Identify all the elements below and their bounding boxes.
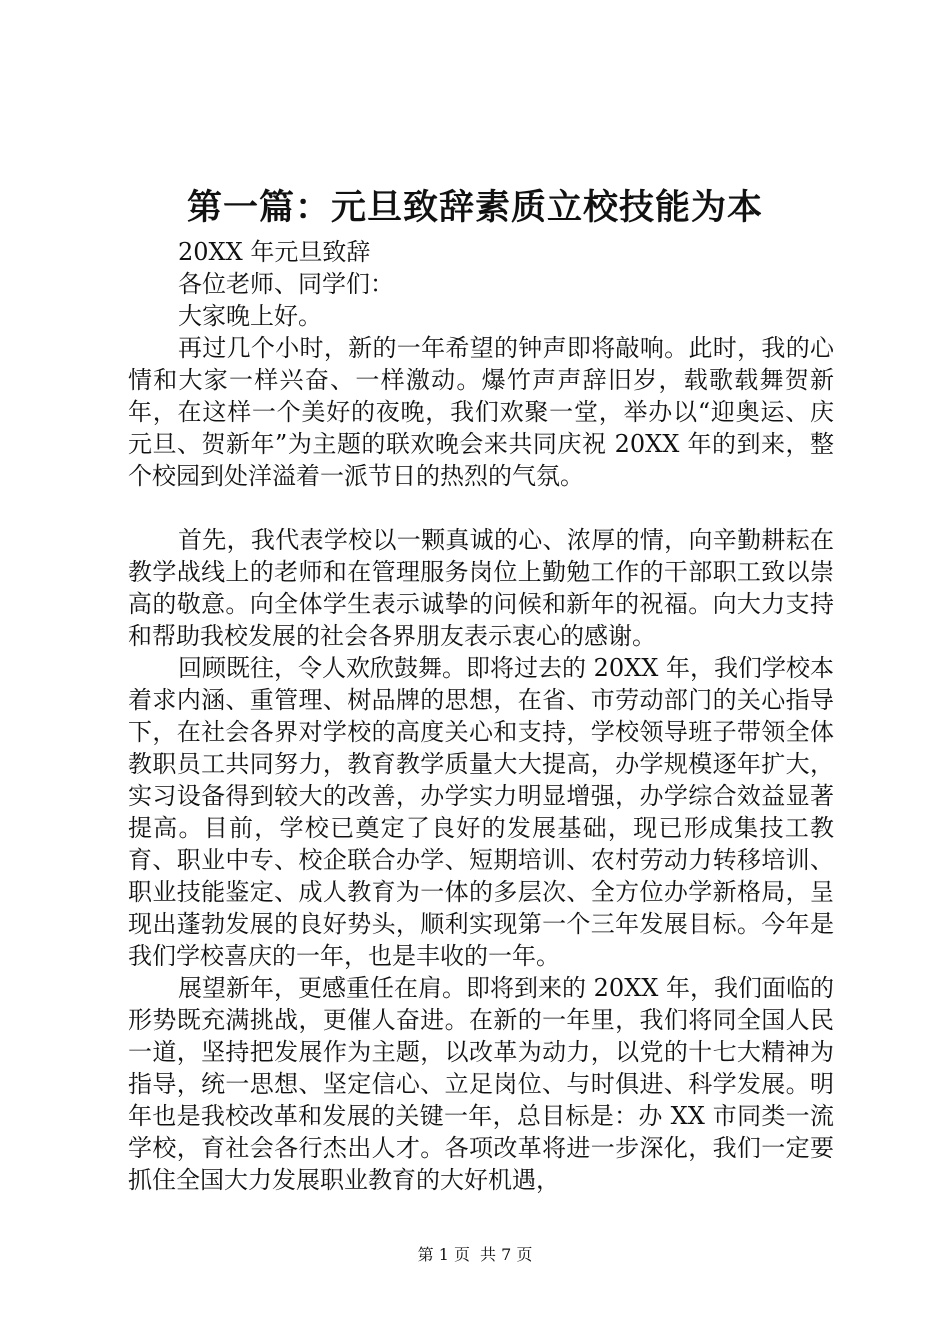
page-footer [0, 1244, 950, 1266]
document-title: 第一篇：元旦致辞素质立校技能为本 [186, 187, 763, 228]
greeting: 大家晚上好。 [178, 302, 322, 330]
page-number: 第 1 页 [417, 1245, 470, 1264]
document-body [128, 236, 834, 1196]
paragraph-4: 展望新年，更感重任在肩。即将到来的 20XX 年，我们面临的形势既充满挑战，更催人奋进。在新的一年里，我们将同全国人民一道，坚持把发展作为主题，以改革为动力，以党的十七大精神为指导，统一思想、坚定信心、立足岗位、与时俱进、科学发展。明年也是我校改革和发展的关键一年，总目标是：办 XX 市同类一流学校，育社会各行杰出人才。各项改革将进一步深化，我们一定要抓住全国大力发展职业教育的大好机遇， [128, 974, 834, 1194]
page-total: 共 7 页 [480, 1245, 533, 1264]
paragraph-1: 再过几个小时，新的一年希望的钟声即将敲响。此时，我的心情和大家一样兴奋、一样激动。爆竹声声辞旧岁，载歌载舞贺新年，在这样一个美好的夜晚，我们欢聚一堂，举办以“迎奥运、庆元旦、贺新年”为主题的联欢晚会来共同庆祝 20XX 年的到来，整个校园到处洋溢着一派节日的热烈的气氛。 [128, 334, 834, 490]
paragraph-2: 首先，我代表学校以一颗真诚的心、浓厚的情，向辛勤耕耘在教学战线上的老师和在管理服务岗位上勤勉工作的干部职工致以崇高的敬意。向全体学生表示诚挚的问候和新年的祝福。向大力支持和帮助我校发展的社会各界朋友表示衷心的感谢。 [128, 526, 834, 650]
paragraph-3: 回顾既往，令人欢欣鼓舞。即将过去的 20XX 年，我们学校本着求内涵、重管理、树品牌的思想，在省、市劳动部门的关心指导下，在社会各界对学校的高度关心和支持，学校领导班子带领全体教职员工共同努力，教育教学质量大大提高，办学规模逐年扩大，实习设备得到较大的改善，办学实力明显增强，办学综合效益显著提高。目前，学校已奠定了良好的发展基础，现已形成集技工教育、职业中专、校企联合办学、短期培训、农村劳动力转移培训、职业技能鉴定、成人教育为一体的多层次、全方位办学新格局，呈现出蓬勃发展的良好势头，顺利实现第一个三年发展目标。今年是我们学校喜庆的一年，也是丰收的一年。 [128, 654, 834, 970]
heading-line: 20XX 年元旦致辞 [178, 238, 371, 266]
salutation: 各位老师、同学们： [178, 270, 394, 298]
paragraph-spacer [128, 492, 834, 524]
